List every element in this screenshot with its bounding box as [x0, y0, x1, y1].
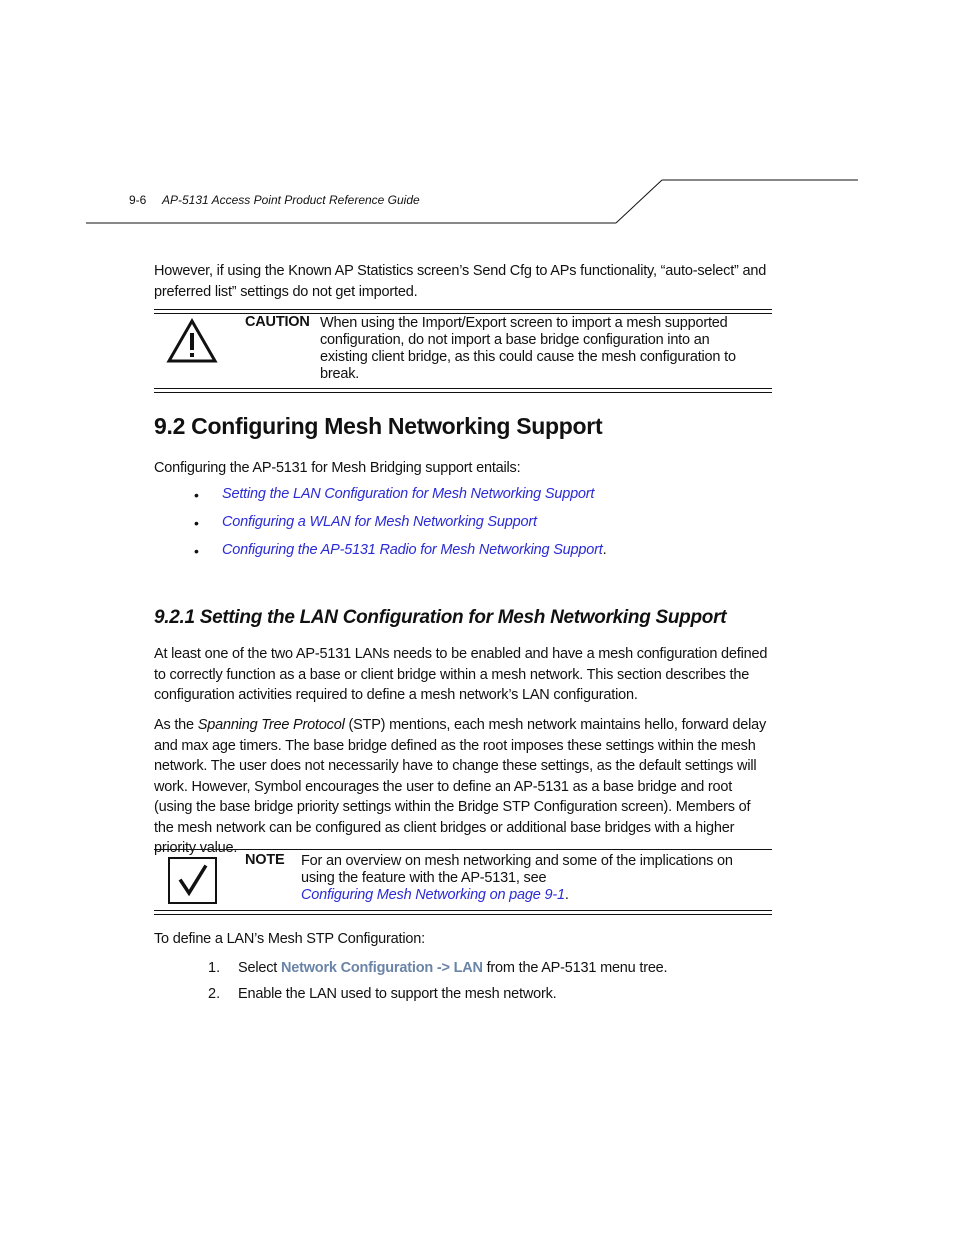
paragraph-2-rest: (STP) mentions, each mesh network maintains hello, forward delay and max age timers. The base bridge defined as the root imposes these settings within the mesh network. The user does not necessarily have to change these settings, as the default settings will work. However, Symbol encourages the user to define an AP-5131 as a base bridge and root (using the base bridge priority settings within the Bridge STP Configuration screen). Members of the mesh network can be configured as client bridges or additional base bridges with a higher priority value.: [154, 717, 767, 856]
checkmark-icon-box: [168, 857, 217, 904]
step-number: 1.: [208, 960, 221, 976]
paragraph-2-prefix: As the: [154, 717, 198, 733]
step-2-text: Enable the LAN used to support the mesh network.: [238, 986, 557, 1002]
step-1-prefix: Select: [238, 960, 281, 976]
note-text: [301, 853, 751, 904]
step-1-suffix: from the AP-5131 menu tree.: [482, 960, 668, 976]
step-1-text: [238, 960, 667, 976]
intro-paragraph: However, if using the Known AP Statistics screen’s Send Cfg to APs functionality, “auto-select” and preferred list” settings do not get imported.: [154, 263, 767, 300]
menu-path-network-configuration-lan: Network Configuration -> LAN: [280, 960, 483, 976]
link-lan-configuration[interactable]: Setting the LAN Configuration for Mesh Networking Support: [222, 486, 595, 502]
caution-text: When using the Import/Export screen to import a mesh supported configuration, do not import a base bridge configuration into an existing client bridge, as this could cause the mesh configuration to break.: [320, 315, 736, 382]
section-9-2-1-paragraph-2: [154, 715, 772, 859]
note-bottom-rule: [154, 910, 772, 911]
procedure-intro: To define a LAN’s Mesh STP Configuration:: [154, 931, 425, 947]
guide-title: AP-5131 Access Point Product Reference Guide: [162, 193, 420, 207]
spanning-tree-protocol-term: Spanning Tree Protocol: [197, 717, 345, 733]
note-top-rule: [154, 849, 772, 850]
section-9-2-1-paragraph-1: At least one of the two AP-5131 LANs needs to be enabled and have a mesh configuration defined to correctly function as a base or client bridge within a mesh network. This section describes the configuration activities required to define a mesh network’s LAN configuration.: [154, 646, 768, 703]
note-label: NOTE: [245, 852, 285, 868]
caution-top-rule: [154, 309, 772, 310]
note-suffix: .: [564, 887, 569, 903]
checkmark-icon: [170, 859, 215, 902]
bullet-marker: •: [194, 543, 199, 559]
section-9-2-intro: Configuring the AP-5131 for Mesh Bridging support entails:: [154, 460, 521, 476]
bullet-suffix: .: [602, 542, 607, 558]
page-number: 9-6: [129, 193, 147, 207]
bullet-item-radio: [222, 542, 606, 558]
section-heading-9-2-1: 9.2.1 Setting the LAN Configuration for Mesh Networking Support: [154, 607, 727, 628]
bullet-marker: •: [194, 487, 199, 503]
link-configuring-mesh-networking[interactable]: Configuring Mesh Networking on page 9-1: [301, 887, 565, 903]
caution-bottom-rule: [154, 388, 772, 389]
note-body: For an overview on mesh networking and some of the implications on using the feature with the AP-5131, see: [301, 853, 733, 886]
caution-label: CAUTION: [245, 314, 310, 330]
caution-bottom-rule-2: [154, 392, 772, 393]
warning-triangle-icon: [166, 318, 218, 364]
link-radio-configuration[interactable]: Configuring the AP-5131 Radio for Mesh Networking Support: [222, 542, 603, 558]
bullet-marker: •: [194, 515, 199, 531]
note-bottom-rule-2: [154, 914, 772, 915]
section-heading-9-2: 9.2 Configuring Mesh Networking Support: [154, 413, 603, 439]
step-number: 2.: [208, 986, 221, 1002]
link-wlan-configuration[interactable]: Configuring a WLAN for Mesh Networking Support: [222, 514, 537, 530]
